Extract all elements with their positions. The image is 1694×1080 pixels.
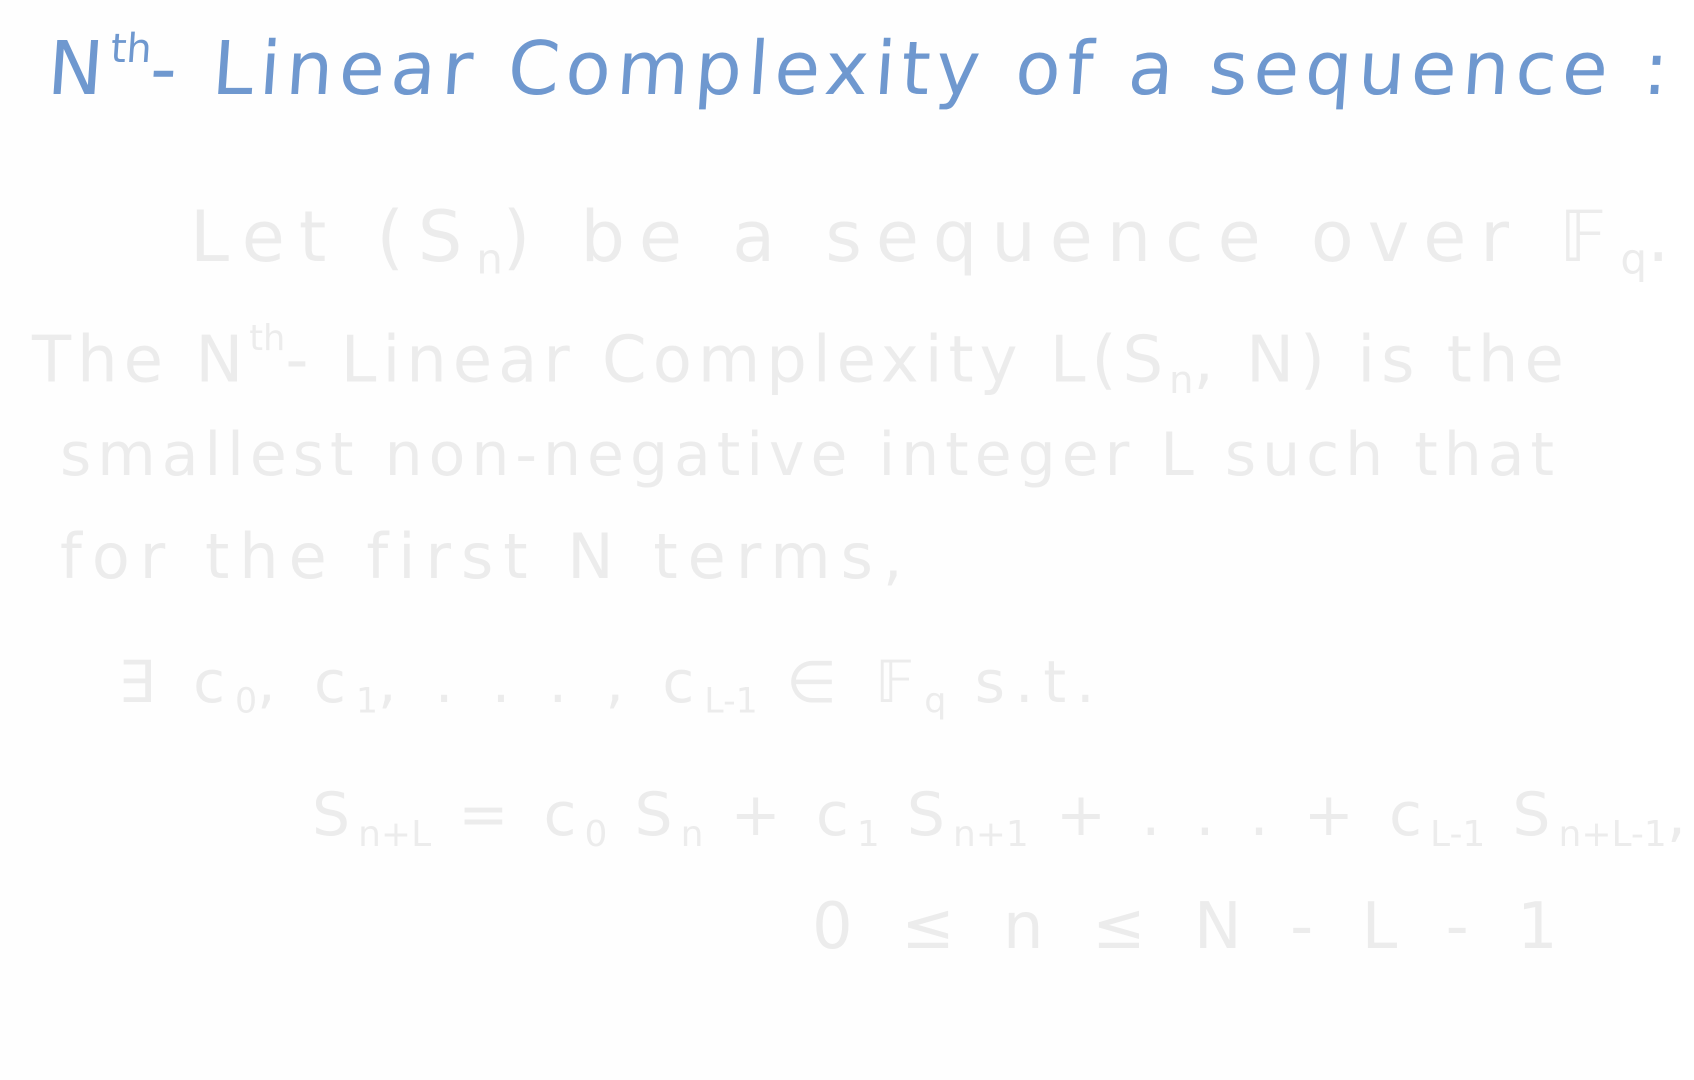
text-segment: , N) is the	[1193, 323, 1570, 398]
subscript: 1	[355, 681, 379, 722]
text-segment: = c	[431, 780, 585, 850]
subscript: n	[680, 813, 704, 855]
subscript: n	[476, 234, 503, 284]
text-segment: The N	[32, 323, 250, 398]
definition-line-3: smallest non-negative integer L such that	[60, 420, 1561, 490]
recurrence-equation	[312, 780, 1694, 855]
subscript: L-1	[1430, 813, 1486, 855]
text-segment: + . . . + c	[1028, 780, 1431, 850]
index-range-condition: 0 ≤ n ≤ N - L - 1	[812, 890, 1572, 964]
subscript: q	[924, 681, 947, 722]
definition-line-4: for the first N terms,	[60, 520, 913, 593]
text-segment: s.t.	[946, 648, 1105, 716]
text-segment: - Linear Complexity L(S	[285, 323, 1170, 398]
text-segment: ) be a sequence over 𝔽	[502, 196, 1621, 278]
text-segment: , c	[257, 648, 356, 716]
subscript: n+L	[358, 813, 432, 855]
text-segment: , . . . , c	[378, 648, 705, 716]
text-segment: S	[879, 780, 953, 850]
subscript: 0	[234, 681, 258, 722]
text-segment: S	[1485, 780, 1559, 850]
subscript: q	[1620, 234, 1648, 284]
text-segment: Let (S	[190, 196, 477, 278]
superscript: th	[249, 318, 286, 359]
text-segment: ∈ 𝔽	[757, 648, 925, 716]
subscript: L-1	[704, 681, 758, 722]
title-text: - Linear Complexity of a sequence :	[147, 26, 1678, 112]
text-segment: + c	[703, 780, 857, 850]
subscript: 1	[856, 813, 880, 855]
page-title	[45, 26, 1677, 112]
subscript: 0	[584, 813, 608, 855]
title-prefix: N	[44, 26, 113, 112]
title-superscript: th	[109, 26, 154, 72]
definition-line-2	[32, 318, 1570, 403]
subscript: n+L-1	[1558, 813, 1667, 855]
text-segment: ∃ c	[118, 648, 235, 716]
subscript: n+1	[952, 813, 1029, 855]
text-segment: S	[312, 780, 359, 850]
coefficient-existence-line	[118, 648, 1105, 721]
text-segment: S	[607, 780, 681, 850]
subscript: n	[1169, 358, 1194, 404]
text-segment: ,	[1666, 780, 1694, 850]
text-segment: .	[1647, 196, 1684, 278]
definition-line-1	[190, 196, 1683, 284]
